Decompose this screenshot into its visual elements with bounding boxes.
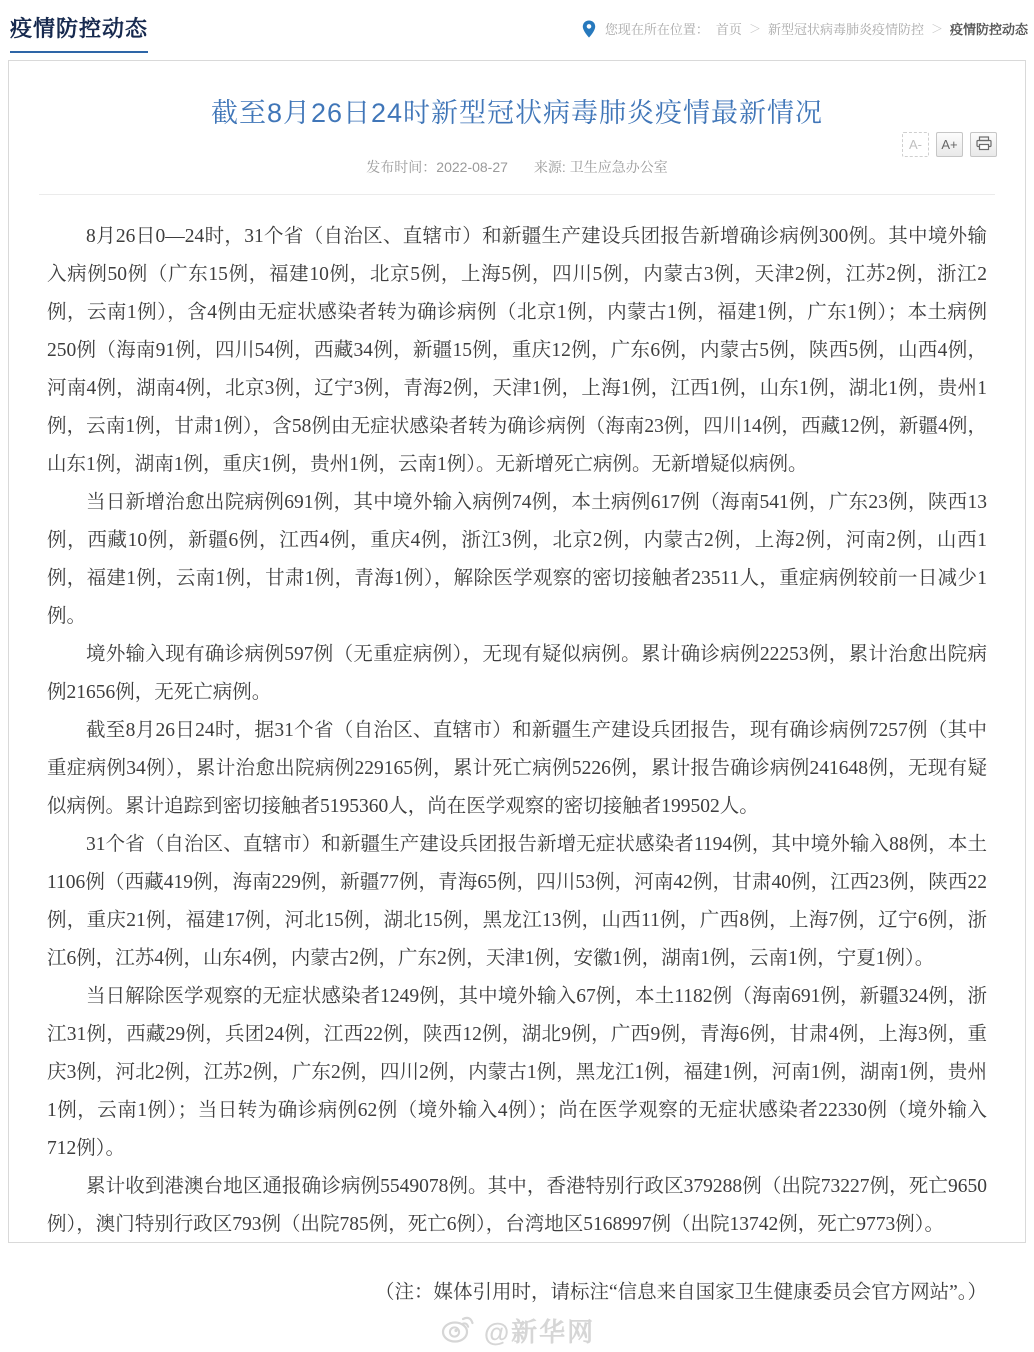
top-header [0, 0, 1034, 59]
breadcrumb-separator-icon: ＞ [748, 22, 761, 36]
article-paragraph: 境外输入现有确诊病例597例（无重症病例），无现有疑似病例。累计确诊病例22253例，累计治愈出院病例21656例，无死亡病例。 [47, 644, 987, 703]
citation-note: （注：媒体引用时，请标注“信息来自国家卫生健康委员会官方网站”。） [374, 1282, 987, 1303]
source-label: 来源: [533, 159, 570, 175]
font-increase-button[interactable]: A+ [936, 132, 963, 157]
section-title: 疫情防控动态 [10, 12, 148, 53]
publish-label: 发布时间： [366, 159, 437, 175]
print-button[interactable] [970, 132, 997, 157]
breadcrumb-separator-icon: ＞ [930, 22, 943, 36]
font-decrease-button[interactable]: A- [902, 132, 929, 157]
breadcrumb-prefix: 您现在所在位置： [604, 22, 709, 37]
article-paragraph: 累计收到港澳台地区通报确诊病例5549078例。其中，香港特别行政区379288例（出院73227例，死亡9650例），澳门特别行政区793例（出院785例，死亡6例），台湾地区5168997例（出院13742例，死亡9773例）。 [47, 1176, 987, 1235]
weibo-icon [439, 1309, 479, 1352]
source-value: 卫生应急办公室 [569, 159, 668, 175]
watermark [9, 1309, 1025, 1352]
article-paragraph: 31个省（自治区、直辖市）和新疆生产建设兵团报告新增无症状感染者1194例，其中境外输入88例，本土1106例（西藏419例，海南229例，新疆77例，青海65例，四川53例，河南42例，甘肃40例，江西23例，陕西22例，重庆21例，福建17例，河北15例，湖北15例，黑龙江13例，山西11例，广西8例，上海7例，辽宁6例，浙江6例，江苏4例，山东4例，内蒙古2例，广东2例，天津1例，安徽1例，湖南1例，云南1例，宁夏1例）。 [47, 834, 987, 969]
article-container [8, 60, 1026, 1347]
publish-date: 2022-08-27 [436, 159, 508, 175]
article-title: 截至8月26日24时新型冠状病毒肺炎疫情最新情况 [210, 98, 824, 128]
article-paragraph: 当日解除医学观察的无症状感染者1249例，其中境外输入67例，本土1182例（海南691例，新疆324例，浙江31例，西藏29例，兵团24例，江西22例，陕西12例，湖北9例，广西9例，青海6例，甘肃4例，上海3例，重庆3例，河北2例，江苏2例，广东2例，四川2例，内蒙古1例，黑龙江1例，福建1例，河南1例，湖南1例，贵州1例，云南1例）；当日转为确诊病例62例（境外输入4例）；尚在医学观察的无症状感染者22330例（境外输入712例）。 [47, 986, 987, 1159]
article-body [9, 195, 1025, 1244]
article-meta [9, 157, 1025, 177]
breadcrumb [582, 19, 1028, 38]
breadcrumb-item-covid-prevention[interactable]: 新型冠状病毒肺炎疫情防控 [767, 22, 924, 37]
breadcrumb-item-home[interactable]: 首页 [715, 22, 742, 37]
print-icon [976, 136, 992, 154]
breadcrumb-item-current: 疫情防控动态 [949, 22, 1028, 37]
watermark-text: @新华网 [483, 1317, 596, 1347]
article-paragraph: 截至8月26日24时，据31个省（自治区、直辖市）和新疆生产建设兵团报告，现有确诊病例7257例（其中重症病例34例），累计治愈出院病例229165例，累计死亡病例5226例，累计报告确诊病例241648例，无现有疑似病例。累计追踪到密切接触者5195360人，尚在医学观察的密切接触者199502人。 [47, 720, 987, 817]
article-paragraph: 当日新增治愈出院病例691例，其中境外输入病例74例，本土病例617例（海南541例，广东23例，陕西13例，西藏10例，新疆6例，江西4例，重庆4例，浙江3例，北京2例，内蒙古2例，上海2例，河南2例，山西1例，福建1例，云南1例，甘肃1例，青海1例），解除医学观察的密切接触者23511人，重症病例较前一日减少1例。 [47, 492, 987, 627]
article-paragraph: 8月26日0—24时，31个省（自治区、直辖市）和新疆生产建设兵团报告新增确诊病例300例。其中境外输入病例50例（广东15例，福建10例，北京5例，上海5例，四川5例，内蒙古3例，天津2例，江苏2例，浙江2例，云南1例），含4例由无症状感染者转为确诊病例（北京1例，内蒙古1例，福建1例，广东1例）；本土病例250例（海南91例，四川54例，西藏34例，新疆15例，重庆12例，广东6例，内蒙古5例，陕西5例，山西4例，河南4例，湖南4例，北京3例，辽宁3例，青海2例，天津1例，上海1例，江西1例，山东1例，湖北1例，贵州1例，云南1例，甘肃1例），含58例由无症状感染者转为确诊病例（海南23例，四川14例，西藏12例，新疆4例，山东1例，湖南1例，重庆1例，贵州1例，云南1例）。无新增死亡病例。无新增疑似病例。 [47, 226, 987, 475]
location-pin-icon [582, 20, 596, 38]
font-toolbar [902, 132, 997, 157]
